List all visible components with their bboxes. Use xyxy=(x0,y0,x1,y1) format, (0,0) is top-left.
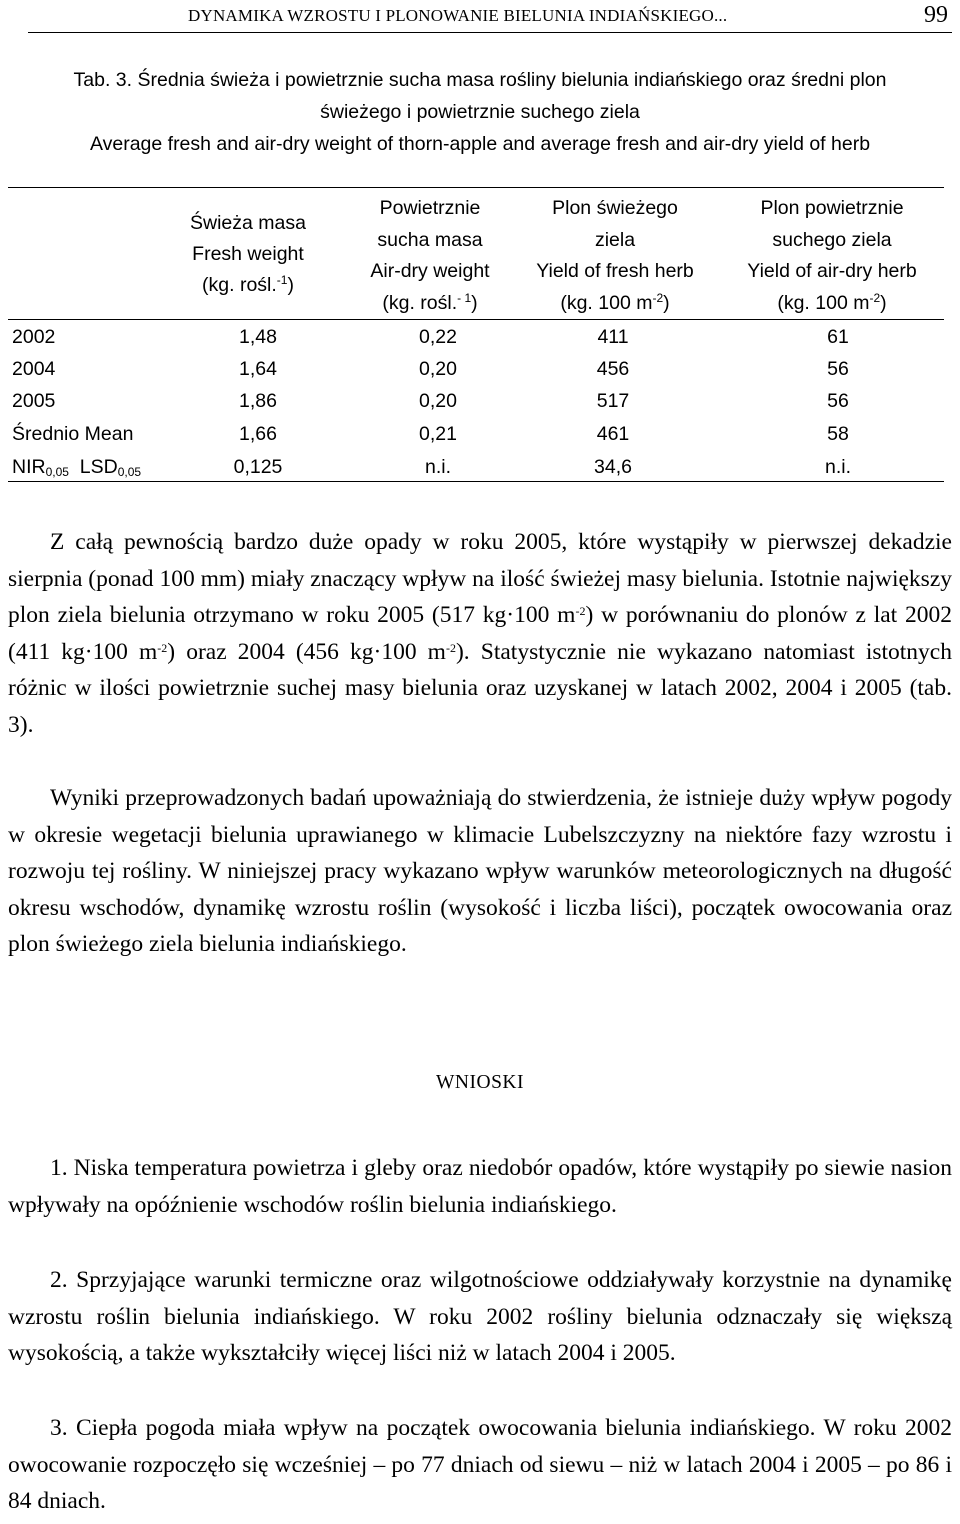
table-row xyxy=(8,417,944,449)
header-unit: (kg. rośl.$^{-1}$) xyxy=(202,273,294,296)
cell-fresh-yield: 456 xyxy=(596,358,630,380)
conclusion-item xyxy=(8,1262,952,1372)
cell-air-dry-yield: 58 xyxy=(827,423,849,445)
header-unit: (kg. 100 $m^{-2}$) xyxy=(777,290,887,314)
table-top-rule xyxy=(8,187,944,188)
header-text: Plon świeżego xyxy=(552,197,678,219)
row-label: 2004 xyxy=(12,358,56,380)
cell-air-dry-yield: n.i. xyxy=(824,456,851,478)
table-row xyxy=(8,384,944,416)
cell-fresh-yield: 411 xyxy=(597,326,629,348)
row-label: 2005 xyxy=(12,390,56,412)
header-text: Powietrznie xyxy=(379,197,481,219)
cell-air-dry-weight: n.i. xyxy=(424,456,451,478)
section-title: WNIOSKI xyxy=(436,1072,524,1093)
row-label: Średnio Mean xyxy=(12,423,134,445)
row-label: 2002 xyxy=(12,326,56,348)
header-unit: (kg. rośl.$^{- 1}$) xyxy=(382,290,478,314)
header-text: sucha masa xyxy=(377,228,483,251)
cell-fresh-weight: 0,125 xyxy=(233,456,283,478)
conclusion-item xyxy=(8,1150,952,1223)
table-caption-en: Average fresh and air-dry weight of thorn-apple and average fresh and air-dry yield of herb xyxy=(89,133,871,155)
table-row xyxy=(8,352,944,384)
table-caption-pl-line2: świeżego i powietrznie suchego ziela xyxy=(320,101,640,123)
cell-air-dry-yield: 61 xyxy=(827,326,849,348)
running-header xyxy=(28,0,952,33)
conclusion-text: 1. Niska temperatura powietrza i gleby oraz niedobór opadów, które wystąpiły po siewie nasion wpływały na opóźnienie wschodów roślin bielunia indiańskiego. xyxy=(8,1155,952,1218)
header-text: Plon powietrznie xyxy=(760,197,904,219)
cell-air-dry-weight: 0,20 xyxy=(419,358,457,380)
table-caption-pl-line1: Tab. 3. Średnia świeża i powietrznie sucha masa rośliny bielunia indiańskiego oraz średni plon xyxy=(73,69,887,91)
running-title: DYNAMIKA WZROSTU I PLONOWANIE BIELUNIA INDIAŃSKIEGO... xyxy=(188,6,728,25)
cell-air-dry-yield: 56 xyxy=(827,390,849,412)
header-fresh-yield xyxy=(520,193,710,319)
cell-fresh-yield: 34,6 xyxy=(594,456,632,478)
cell-fresh-yield: 517 xyxy=(596,390,630,412)
table-bottom-rule xyxy=(8,481,944,482)
paragraph: Z całą pewnością bardzo duże opady w roku 2005, które wystąpiły w pierwszej dekadzie sierpnia (ponad 100 mm) miały znaczący wpływ na ilość świeżej masy bielunia. Istotnie największy plon ziela bielunia otrzymano w roku 2005 (517 kg·100 $m^{-2}$) w porównaniu do plonów z lat 2002 (411 kg·100 $m^{-2}$) oraz 2004 (456 kg·100 $m^{-2}$). Statystycznie nie wykazano natomiast istotnych różnic w ilości powietrznie suchej masy bielunia oraz uzyskanej w latach 2002, 2004 i 2005 (tab. 3). xyxy=(8,529,952,738)
table-row-lsd xyxy=(8,450,944,482)
cell-fresh-weight: 1,86 xyxy=(239,390,277,412)
conclusion-text: 2. Sprzyjające warunki termiczne oraz wilgotnościowe oddziaływały korzystnie na dynamikę wzrostu roślin bielunia indiańskiego. W roku 2002 rośliny bielunia odznaczały się większą wysokością, a także wykształciły więcej liści niż w latach 2004 i 2005. xyxy=(8,1267,952,1367)
table-row xyxy=(8,320,944,352)
paragraph-text: Wyniki przeprowadzonych badań upoważniają do stwierdzenia, że istnieje duży wpływ pogody w okresie wegetacji bielunia uprawianego w klimacie Lubelszczyzny na niektóre fazy wzrostu i rozwoju tej rośliny. W niniejszej pracy wykazano wpływ warunków meteorologicznych na długość okresu wschodów, dynamikę wzrostu roślin (wysokość i liczba liści), początek owocowania oraz plon świeżego ziela bielunia indiańskiego. xyxy=(8,785,952,958)
cell-air-dry-weight: 0,21 xyxy=(419,423,457,445)
header-air-dry-weight xyxy=(340,193,520,319)
conclusion-text: 3. Ciepła pogoda miała wpływ na początek owocowania bielunia indiańskiego. W roku 2002 owocowanie rozpoczęło się wcześniej – po 77 dniach od siewu – niż w latach 2004 i 2005 – po 86 i 84 dniach. xyxy=(8,1415,952,1515)
header-text: Yield of air-dry herb xyxy=(747,260,917,282)
header-text: suchego ziela xyxy=(772,228,892,251)
header-unit: (kg. 100 $m^{-2}$) xyxy=(560,290,670,314)
cell-fresh-weight: 1,66 xyxy=(239,423,277,445)
cell-air-dry-weight: 0,22 xyxy=(419,326,457,348)
cell-fresh-weight: 1,48 xyxy=(239,326,277,348)
header-text: Air-dry weight xyxy=(370,260,490,282)
header-fresh-weight xyxy=(178,208,318,301)
header-text: Świeża masa xyxy=(190,212,306,234)
header-air-dry-yield xyxy=(720,193,944,319)
cell-air-dry-yield: 56 xyxy=(827,358,849,380)
page-number: 99 xyxy=(924,2,948,28)
paragraph xyxy=(8,780,952,963)
header-text: ziela xyxy=(594,228,636,251)
cell-fresh-yield: 461 xyxy=(596,423,630,445)
conclusion-item xyxy=(8,1410,952,1520)
header-text: Fresh weight xyxy=(192,243,304,265)
header-text: Yield of fresh herb xyxy=(536,260,694,282)
cell-fresh-weight: 1,64 xyxy=(239,358,277,380)
row-label: $NIR_{0,05}$ $LSD_{0,05}$ xyxy=(12,456,142,479)
cell-air-dry-weight: 0,20 xyxy=(419,390,457,412)
